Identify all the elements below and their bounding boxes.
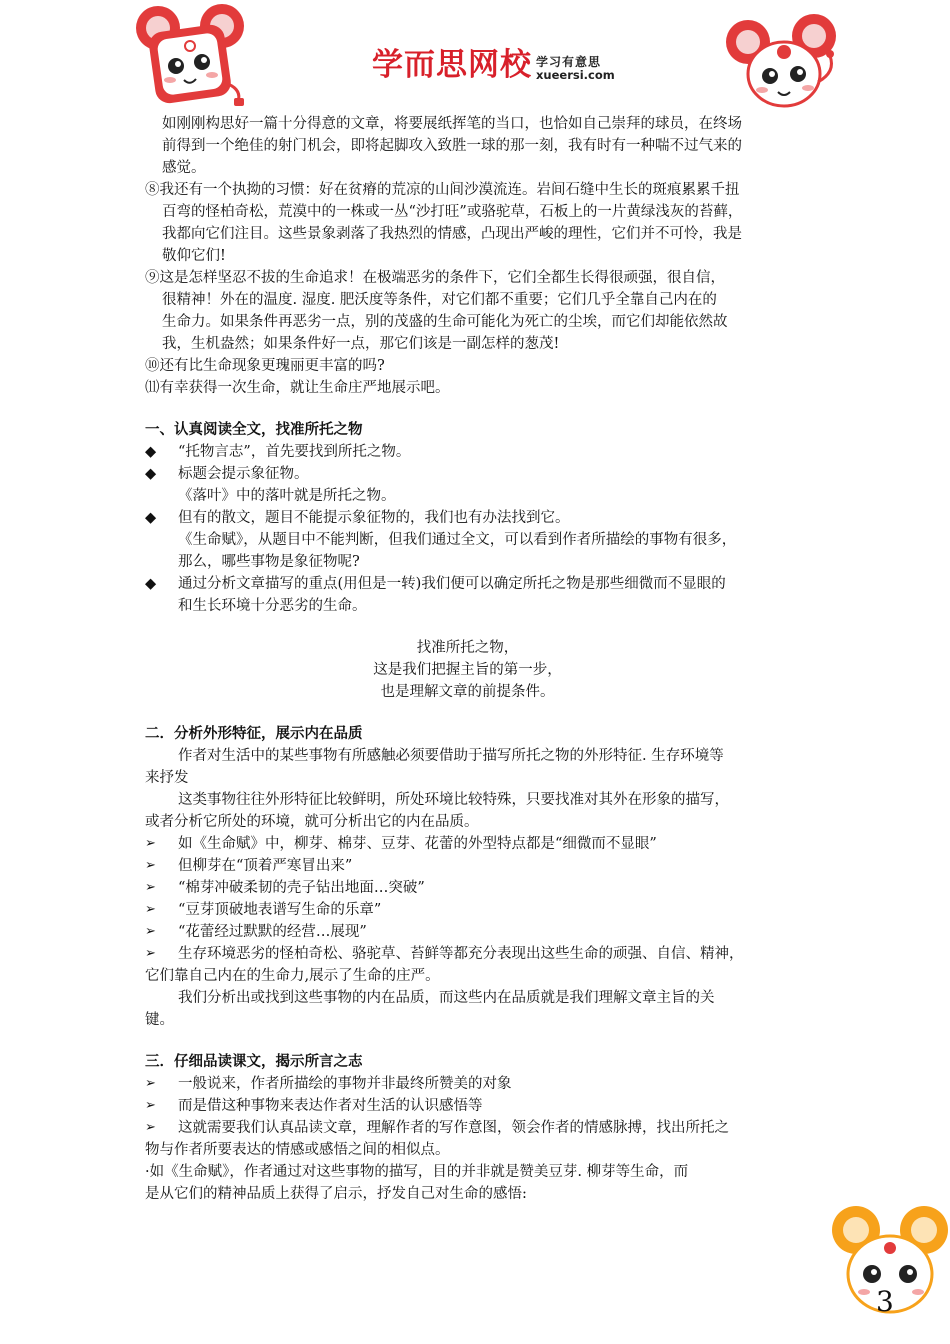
text-line: 百弯的怪柏奇松，荒漠中的一株或一丛“沙打旺”或骆驼草，石板上的一片黄绿浅灰的苔藓，: [162, 204, 743, 220]
list-item: ➢ 一般说来，作者所描绘的事物并非最终所赞美的对象: [145, 1073, 810, 1095]
text-line: 我都向它们注目。这些景象剥落了我热烈的情感，凸现出严峻的理性，它们并不可怜，我是: [162, 226, 742, 242]
paragraph: 这类事物往往外形特征比较鲜明，所处环境比较特殊，只要找准对其外在形象的描写，: [178, 792, 729, 808]
arrow-bullet-icon: ➢: [145, 880, 156, 895]
list-item: ◆ 但有的散文，题目不能提示象征物的，我们也有办法找到它。: [145, 507, 810, 529]
text-line: 生命力。如果条件再恶劣一点，别的茂盛的生命可能化为死亡的尘埃，而它们却能依然故: [162, 314, 728, 330]
example-paragraph: ·如《生命赋》，作者通过对这些事物的描写，目的并非就是赞美豆芽. 柳芽等生命，而: [145, 1164, 689, 1180]
logo-url: xueersi.com: [536, 68, 615, 82]
paragraph-10: ⑩还有比生命现象更瑰丽更丰富的吗?: [145, 358, 385, 374]
text-line: 很精神！外在的温度. 湿度. 肥沃度等条件，对它们都不重要；它们几乎全靠自己内在的: [162, 292, 717, 308]
text-line: 我，生机盎然；如果条件好一点，那它们该是一副怎样的葱茂!: [162, 336, 560, 352]
arrow-bullet-icon: ➢: [145, 858, 156, 873]
list-item-continuation: 它们靠自己内在的生命力,展示了生命的庄严。: [145, 968, 440, 984]
arrow-bullet-icon: ➢: [145, 836, 156, 851]
paragraph-9: [145, 267, 810, 355]
text-line: 感觉。: [162, 160, 206, 176]
centered-note-line: 找准所托之物，: [416, 640, 519, 656]
list-item-continuation: 物与作者所要表达的情感或感悟之间的相似点。: [145, 1142, 450, 1158]
list-item: ➢ 这就需要我们认真品读文章，理解作者的写作意图，领会作者的情感脉搏，找出所托之: [145, 1117, 810, 1139]
list-item: ➢ 生存环境恶劣的怪柏奇松、骆驼草、苔鲜等都充分表现出这些生命的顽强、自信、精神，: [145, 943, 810, 965]
text-line: ⑨这是怎样坚忍不拔的生命追求！在极端恶劣的条件下，它们全都生长得很顽强，很自信，: [145, 270, 725, 286]
list-sub-text: 《落叶》中的落叶就是所托之物。: [178, 488, 396, 504]
list-sub-text: 和生长环境十分恶劣的生命。: [178, 598, 367, 614]
logo-main-text: 学而思网校: [372, 47, 532, 83]
arrow-bullet-icon: ➢: [145, 946, 156, 961]
page-header: [0, 0, 950, 118]
section-3-heading: 三．仔细品读课文，揭示所言之志: [145, 1054, 363, 1070]
diamond-bullet-icon: ◆: [145, 444, 157, 460]
list-item: ➢ 但柳芽在“顶着严寒冒出来”: [145, 855, 810, 877]
diamond-bullet-icon: ◆: [145, 466, 157, 482]
paragraph-8: [145, 179, 810, 267]
brand-logo: [372, 48, 615, 82]
mascot-left-icon: [130, 2, 255, 112]
document-body: [145, 113, 810, 1205]
list-sub-text: 那么，哪些事物是象征物呢?: [178, 554, 360, 570]
arrow-bullet-icon: ➢: [145, 1120, 156, 1135]
list-item: ◆ 标题会提示象征物。: [145, 463, 810, 485]
text-line: ⑧我还有一个执拗的习惯：好在贫瘠的荒凉的山间沙漠流连。岩间石缝中生长的斑痕累累千扭: [145, 182, 740, 198]
list-item: ➢ 而是借这种事物来表达作者对生活的认识感悟等: [145, 1095, 810, 1117]
centered-note-line: 这是我们把握主旨的第一步，: [373, 662, 562, 678]
example-paragraph: 是从它们的精神品质上获得了启示，抒发自己对生命的感悟:: [145, 1186, 527, 1202]
text-line: 如刚刚构思好一篇十分得意的文章，将要展纸挥笔的当口，也恰如自己崇拜的球员，在终场: [162, 116, 742, 132]
list-item: ➢ “棉芽冲破柔韧的壳子钻出地面…突破”: [145, 877, 810, 899]
diamond-bullet-icon: ◆: [145, 576, 157, 592]
arrow-bullet-icon: ➢: [145, 1098, 156, 1113]
text-line: 敬仰它们!: [162, 248, 226, 264]
paragraph: 来抒发: [145, 770, 189, 786]
arrow-bullet-icon: ➢: [145, 902, 156, 917]
list-sub-text: 《生命赋》，从题目中不能判断，但我们通过全文，可以看到作者所描绘的事物有很多，: [178, 532, 737, 548]
paragraph-7-continuation: [145, 113, 810, 179]
paragraph: 作者对生活中的某些事物有所感触必须要借助于描写所托之物的外形特征. 生存环境等: [178, 748, 724, 764]
section-1-heading: 一、认真阅读全文，找准所托之物: [145, 422, 363, 438]
section-2-heading: 二．分析外形特征，展示内在品质: [145, 726, 363, 742]
arrow-bullet-icon: ➢: [145, 924, 156, 939]
paragraph-11: ⑾有幸获得一次生命，就让生命庄严地展示吧。: [145, 380, 450, 396]
paragraph: 键。: [145, 1012, 174, 1028]
mascot-bottom-icon: [828, 1196, 950, 1344]
text-line: 前得到一个绝佳的射门机会，即将起脚攻入致胜一球的那一刻，我有时有一种喘不过气来的: [162, 138, 742, 154]
list-item: ➢ “豆芽顶破地表谱写生命的乐章”: [145, 899, 810, 921]
list-item: ◆ 通过分析文章描写的重点(用但是一转)我们便可以确定所托之物是那些细微而不显眼的: [145, 573, 810, 595]
paragraph: 我们分析出或找到这些事物的内在品质，而这些内在品质就是我们理解文章主旨的关: [178, 990, 715, 1006]
page-number: 3: [876, 1285, 894, 1318]
centered-note-line: 也是理解文章的前提条件。: [380, 684, 555, 700]
mascot-right-icon: [718, 12, 848, 112]
paragraph: 或者分析它所处的环境，就可分析出它的内在品质。: [145, 814, 479, 830]
list-item: ◆ “托物言志”，首先要找到所托之物。: [145, 441, 810, 463]
logo-slogan: 学习有意思: [536, 55, 602, 69]
list-item: ➢ 如《生命赋》中，柳芽、棉芽、豆芽、花蕾的外型特点都是“细微而不显眼”: [145, 833, 810, 855]
list-item: ➢ “花蕾经过默默的经营…展现”: [145, 921, 810, 943]
diamond-bullet-icon: ◆: [145, 510, 157, 526]
arrow-bullet-icon: ➢: [145, 1076, 156, 1091]
